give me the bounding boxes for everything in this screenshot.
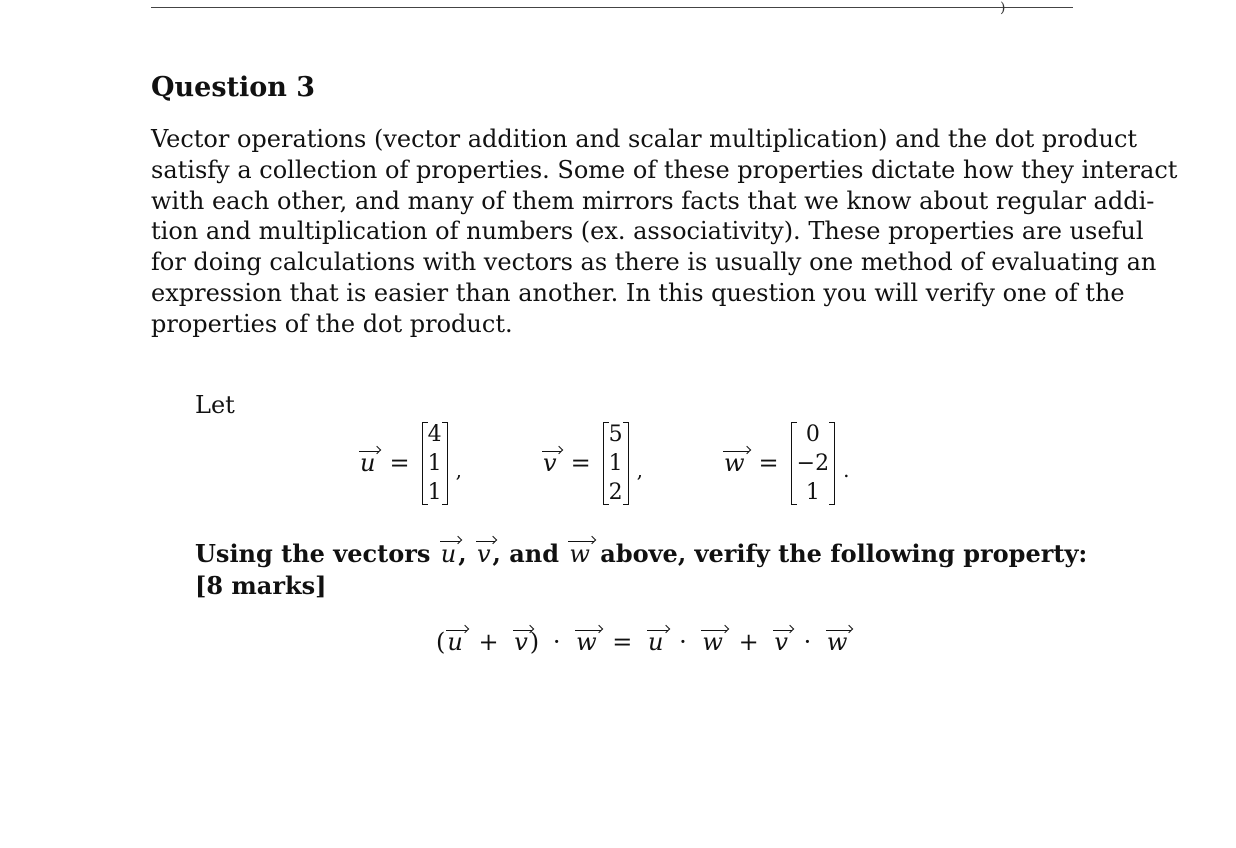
vector-u-symbol: u <box>440 540 457 568</box>
vector-u-symbol: u <box>648 628 664 656</box>
open-paren: ( <box>436 628 446 656</box>
instruction-line <box>195 538 1088 570</box>
and-text: , and <box>492 539 559 568</box>
separator: , <box>455 458 462 482</box>
instruction-prefix: Using the vectors <box>195 539 431 568</box>
separator: , <box>636 458 644 482</box>
top-tick-mark: ) <box>1000 0 1006 16</box>
paragraph-line: satisfy a collection of properties. Some of these properties dictate how they interact <box>151 155 1178 184</box>
vector-w-symbol: w <box>576 628 597 656</box>
paragraph-line: with each other, and many of them mirrors facts that we know about regular addi- <box>151 186 1155 215</box>
matrix-entry: 2 <box>608 479 623 505</box>
vector-u-symbol: u <box>447 628 463 656</box>
vector-v-symbol: v <box>514 628 528 656</box>
vector-w-matrix <box>791 420 835 507</box>
equals-sign: = <box>758 449 779 477</box>
matrix-entry: 5 <box>608 421 623 447</box>
matrix-entry: 1 <box>608 450 623 476</box>
separator: . <box>843 458 850 482</box>
top-rule <box>151 7 1073 8</box>
let-label: Let <box>195 391 235 419</box>
vector-u-symbol: u <box>360 449 376 477</box>
vector-v-matrix <box>603 420 629 507</box>
paragraph-line: properties of the dot product. <box>151 309 513 338</box>
paragraph-line: tion and multiplication of numbers (ex. associativity). These properties are useful <box>151 217 1144 246</box>
matrix-entry: 0 <box>805 421 820 447</box>
comma: , <box>458 539 467 568</box>
matrix-entry: 4 <box>427 421 442 447</box>
marks-label: [8 marks] <box>195 571 327 600</box>
dot-product-property <box>436 628 849 656</box>
vector-w-symbol: w <box>569 540 590 568</box>
plus-sign: + <box>478 628 499 656</box>
vector-u-matrix <box>422 420 448 507</box>
vector-w-symbol: w <box>724 449 745 477</box>
close-paren: ) <box>529 628 540 656</box>
instruction-text <box>195 538 1088 601</box>
vector-v-symbol: v <box>543 449 557 477</box>
vector-w-symbol: w <box>826 628 848 656</box>
vector-u-definition <box>358 414 462 512</box>
matrix-entry: 1 <box>427 450 442 476</box>
dot-operator: · <box>552 628 561 656</box>
matrix-entry: 1 <box>427 479 442 505</box>
dot-operator: · <box>679 628 687 656</box>
paragraph-line: Vector operations (vector addition and scalar multiplication) and the dot product <box>151 125 1138 153</box>
vector-v-definition <box>541 414 643 512</box>
question-paragraph <box>151 124 1178 340</box>
dot-operator: · <box>803 628 812 656</box>
equals-sign: = <box>389 449 410 477</box>
matrix-entry: −2 <box>796 450 830 476</box>
paragraph-line: for doing calculations with vectors as there is usually one method of evaluating an <box>151 248 1157 277</box>
paragraph-line: expression that is easier than another. In this question you will verify one of the <box>151 278 1125 307</box>
equals-sign: = <box>612 628 633 656</box>
plus-sign: + <box>738 628 759 656</box>
instruction-suffix: above, verify the following property: <box>600 539 1088 568</box>
equals-sign: = <box>570 449 591 477</box>
vector-v-symbol: v <box>774 628 788 656</box>
vector-w-definition <box>722 414 849 512</box>
vector-w-symbol: w <box>702 628 723 656</box>
question-title: Question 3 <box>151 72 316 103</box>
matrix-entry: 1 <box>805 479 820 505</box>
vector-v-symbol: v <box>476 540 491 568</box>
